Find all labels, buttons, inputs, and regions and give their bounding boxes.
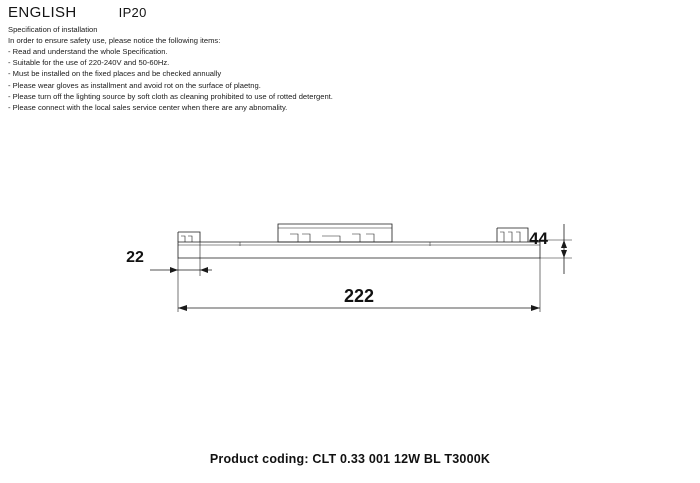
instructions-title: Specification of installation	[8, 25, 98, 34]
list-item: - Suitable for the use of 220-240V and 50-60Hz.	[8, 58, 170, 68]
dimension-label-22: 22	[126, 249, 144, 266]
dimension-label-222: 222	[343, 286, 375, 306]
ip-rating-label: IP20	[118, 5, 147, 20]
dimension-offset-22	[126, 249, 212, 273]
document-header	[8, 4, 147, 21]
dimension-label-44: 44	[529, 229, 548, 248]
list-item: - Read and understand the whole Specification.	[8, 47, 168, 56]
instructions-lead: In order to ensure safety use, please notice the following items:	[8, 36, 221, 45]
instructions-list	[8, 46, 568, 113]
installation-instructions	[8, 24, 568, 113]
technical-drawing	[0, 180, 700, 360]
fixture-dimension-drawing	[0, 180, 700, 360]
product-coding-label: Product coding: CLT 0.33 001 12W BL T3000K	[209, 452, 491, 466]
fixture-outline	[178, 224, 540, 258]
language-label: ENGLISH	[8, 4, 77, 21]
dimension-length-222	[178, 286, 540, 311]
list-item: - Please wear gloves as installment and avoid rot on the surface of plaetng.	[8, 80, 261, 90]
list-item: - Must be installed on the fixed places and be checked annually	[8, 69, 222, 79]
dimension-height-44	[529, 224, 567, 274]
document-footer	[0, 450, 700, 468]
extension-lines	[178, 240, 572, 312]
list-item: - Please turn off the lighting source by soft cloth as cleaning prohibited to use of rotted detergent.	[8, 91, 333, 101]
list-item: - Please connect with the local sales service center when there are any abnomality.	[8, 103, 288, 113]
